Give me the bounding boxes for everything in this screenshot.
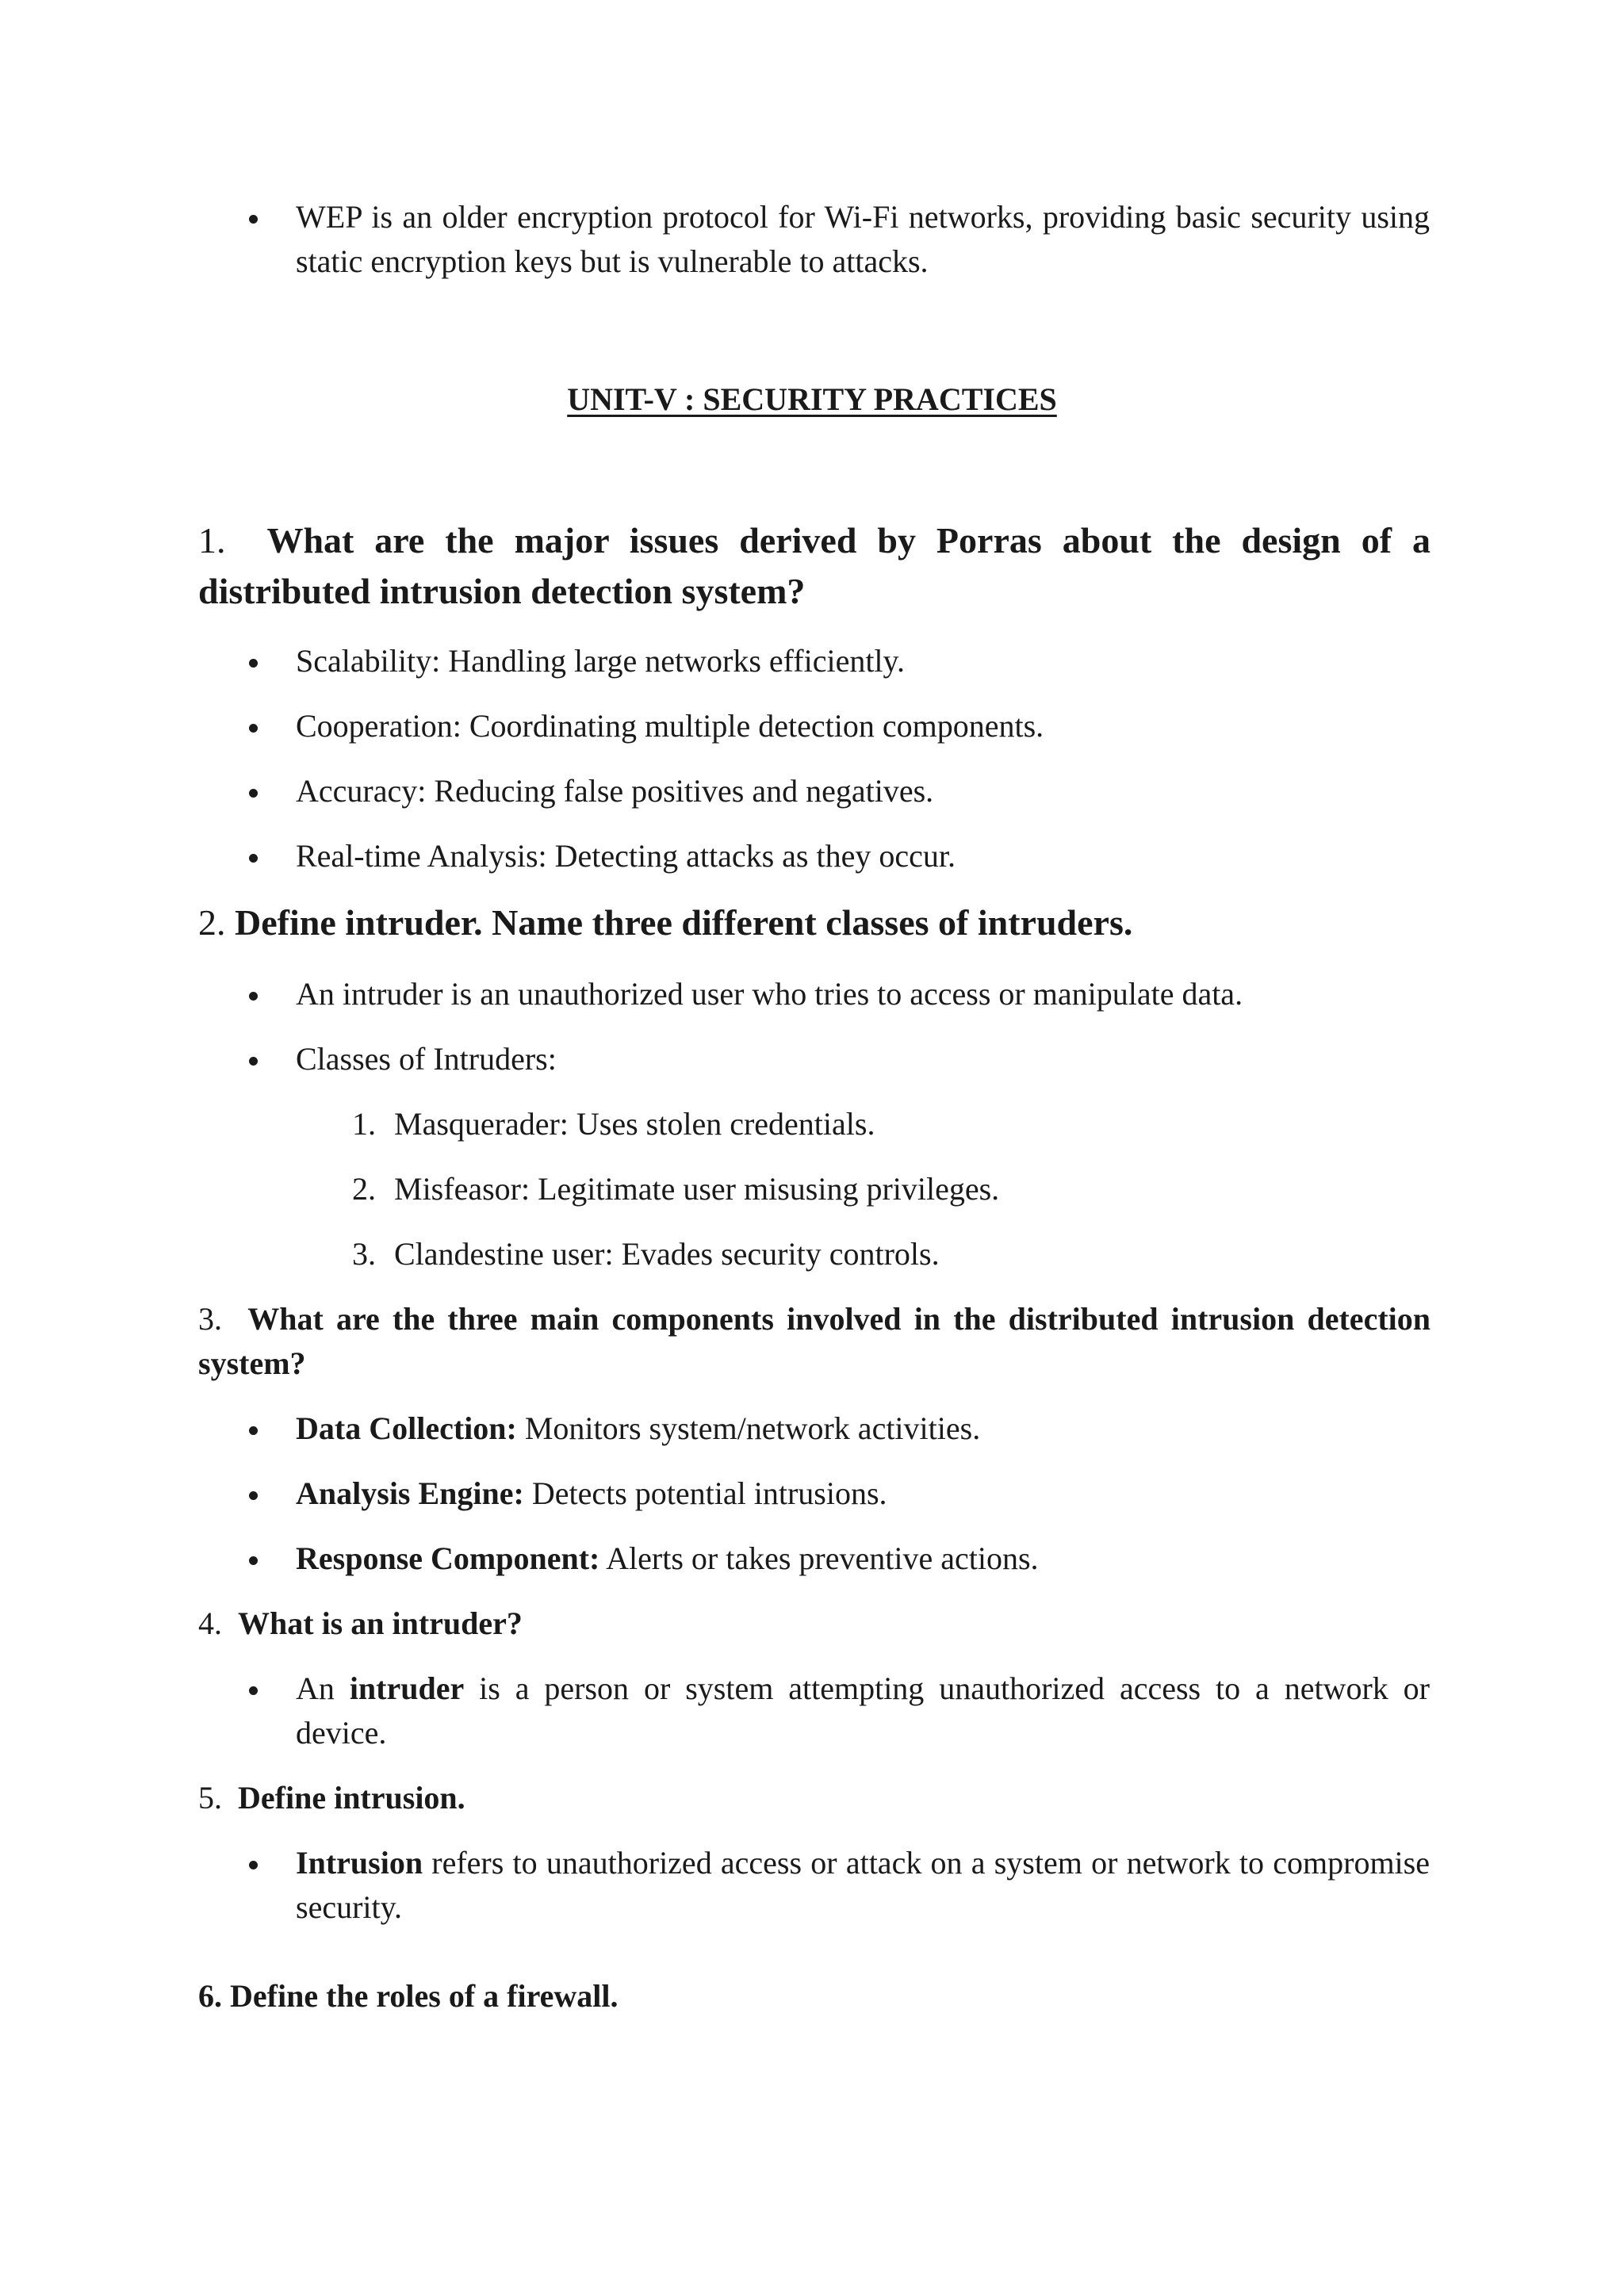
- component-label: Analysis Engine:: [296, 1475, 524, 1511]
- list-item: [296, 1841, 1430, 1930]
- item-number: 1.: [352, 1106, 376, 1142]
- question-text: What are the major issues derived by Porras about the design of a distributed intrusion detection system?: [198, 520, 1431, 611]
- intro-bullet-text: WEP is an older encryption protocol for Wi-Fi networks, providing basic security using static encryption keys but is vulnerable to attacks.: [296, 199, 1430, 279]
- bullet-dot: [249, 992, 258, 1001]
- question-text: What are the three main components involved in the distributed intrusion detection system?: [198, 1301, 1431, 1381]
- component-label: Response Component:: [296, 1540, 600, 1576]
- bullet-dot: [249, 1491, 258, 1500]
- question-number: 6.: [198, 1978, 222, 2014]
- question-4: [198, 1601, 1431, 1646]
- item-number: 3.: [352, 1236, 376, 1272]
- term: intruder: [349, 1670, 465, 1706]
- component-label: Data Collection:: [296, 1410, 517, 1446]
- question-1: [198, 515, 1431, 617]
- question-number: 5.: [198, 1780, 222, 1816]
- unit-title: [0, 377, 1624, 422]
- list-item: Scalability: Handling large networks efficiently.: [296, 643, 905, 679]
- question-text: Define the roles of a firewall.: [230, 1978, 619, 2014]
- question-2: [198, 897, 1431, 948]
- bullet-dot: [249, 1556, 258, 1565]
- bullet-dot: [249, 1426, 258, 1435]
- text-prefix: An: [296, 1670, 350, 1706]
- question-6: [198, 1974, 1431, 2019]
- list-item: Classes of Intruders:: [296, 1041, 557, 1077]
- question-3: [198, 1297, 1431, 1386]
- bullet-dot: [249, 659, 258, 668]
- component-desc: Detects potential intrusions.: [523, 1475, 887, 1511]
- bullet-dot: [249, 215, 258, 224]
- bullet-dot: [249, 1057, 258, 1066]
- item-text: Masquerader: Uses stolen credentials.: [394, 1106, 875, 1142]
- list-item: [296, 1536, 1430, 1581]
- bullet-dot: [249, 1861, 258, 1869]
- component-desc: Alerts or takes preventive actions.: [599, 1540, 1039, 1576]
- component-desc: Monitors system/network activities.: [516, 1410, 981, 1446]
- list-item: Real-time Analysis: Detecting attacks as they occur.: [296, 838, 956, 874]
- bullet-dot: [249, 724, 258, 733]
- term: Intrusion: [296, 1845, 423, 1881]
- question-5: [198, 1776, 1431, 1820]
- list-item: Accuracy: Reducing false positives and negatives.: [296, 773, 934, 809]
- text-body: is a person or system attempting unauthorized access to a network or device.: [296, 1670, 1430, 1751]
- item-text: Misfeasor: Legitimate user misusing privileges.: [394, 1171, 1000, 1207]
- item-number: 2.: [352, 1171, 376, 1207]
- list-item: [296, 1471, 1430, 1516]
- question-number: 4.: [198, 1605, 222, 1641]
- question-text: Define intruder. Name three different classes of intruders.: [235, 902, 1133, 943]
- bullet-dot: [249, 789, 258, 798]
- list-item: [296, 1406, 1430, 1451]
- unit-title-text: UNIT-V : SECURITY PRACTICES: [567, 381, 1057, 417]
- text-body: refers to unauthorized access or attack on a system or network to compromise security.: [296, 1845, 1430, 1925]
- list-item: Cooperation: Coordinating multiple detection components.: [296, 708, 1044, 744]
- list-item: An intruder is an unauthorized user who tries to access or manipulate data.: [296, 976, 1243, 1012]
- bullet-dot: [249, 854, 258, 863]
- question-number: 3.: [198, 1301, 222, 1337]
- question-text: Define intrusion.: [238, 1780, 465, 1816]
- list-item: [296, 1667, 1430, 1755]
- question-number: 1.: [198, 520, 226, 561]
- item-text: Clandestine user: Evades security controls.: [394, 1236, 940, 1272]
- question-text: What is an intruder?: [238, 1605, 523, 1641]
- bullet-dot: [249, 1686, 258, 1695]
- question-number: 2.: [198, 902, 226, 943]
